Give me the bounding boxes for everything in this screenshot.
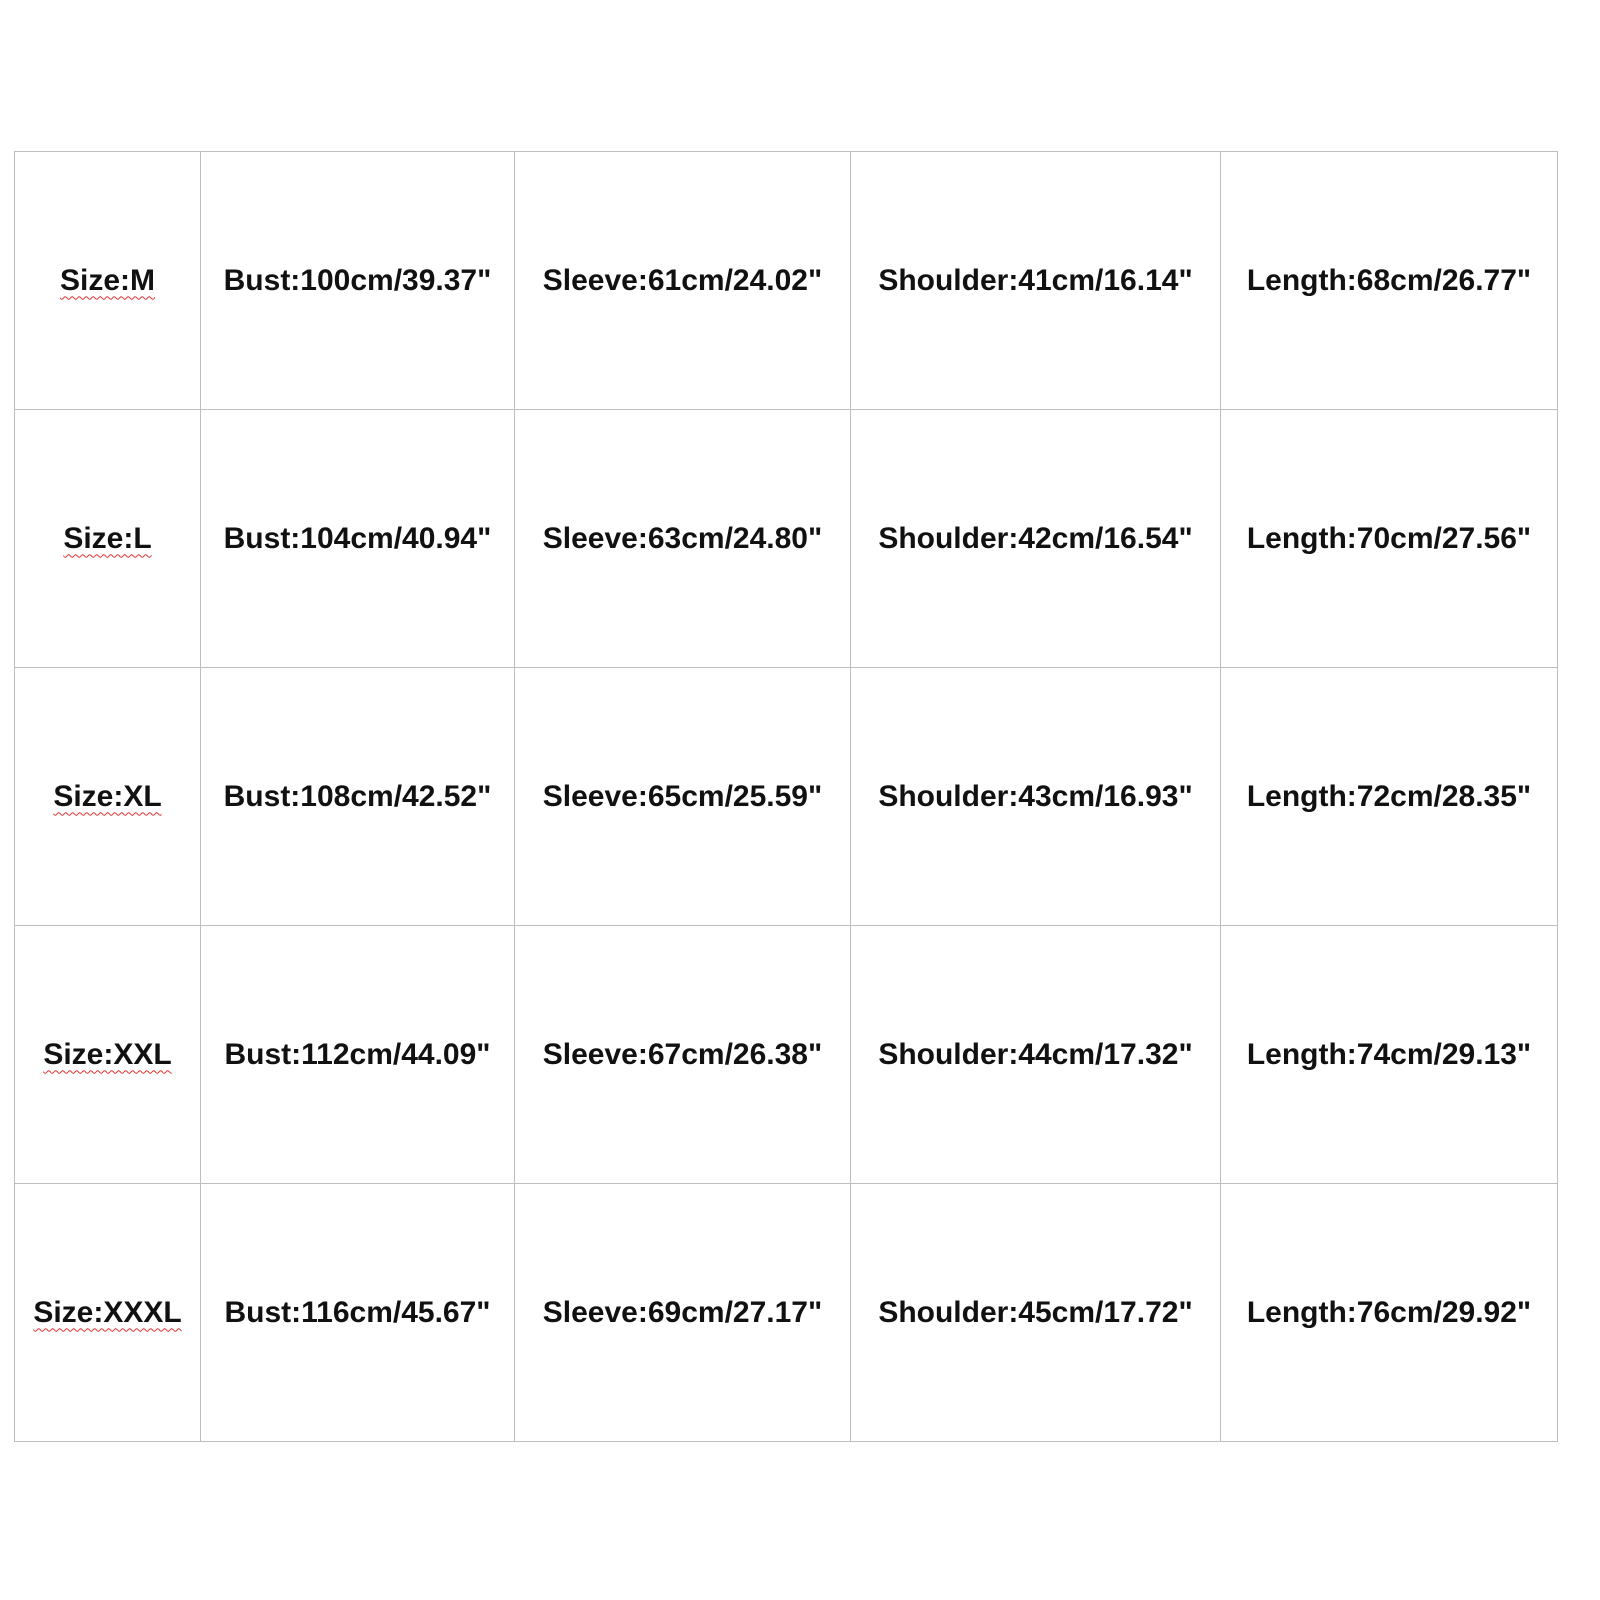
length-cell: Length:68cm/26.77" xyxy=(1221,152,1558,410)
bust-cell: Bust:100cm/39.37" xyxy=(201,152,515,410)
bust-cell: Bust:112cm/44.09" xyxy=(201,926,515,1184)
size-label: Size:M xyxy=(59,263,155,297)
size-cell xyxy=(15,668,201,926)
sleeve-cell: Sleeve:63cm/24.80" xyxy=(515,410,851,668)
size-cell xyxy=(15,152,201,410)
sleeve-cell: Sleeve:65cm/25.59" xyxy=(515,668,851,926)
size-label: Size:XL xyxy=(53,779,162,813)
shoulder-cell: Shoulder:45cm/17.72" xyxy=(851,1184,1221,1442)
sleeve-cell: Sleeve:61cm/24.02" xyxy=(515,152,851,410)
table-row xyxy=(15,926,1558,1184)
size-cell xyxy=(15,410,201,668)
bust-cell: Bust:104cm/40.94" xyxy=(201,410,515,668)
length-cell: Length:72cm/28.35" xyxy=(1221,668,1558,926)
shoulder-cell: Shoulder:42cm/16.54" xyxy=(851,410,1221,668)
table-row xyxy=(15,1184,1558,1442)
length-cell: Length:70cm/27.56" xyxy=(1221,410,1558,668)
shoulder-cell: Shoulder:43cm/16.93" xyxy=(851,668,1221,926)
table-row xyxy=(15,668,1558,926)
sleeve-cell: Sleeve:67cm/26.38" xyxy=(515,926,851,1184)
length-cell: Length:76cm/29.92" xyxy=(1221,1184,1558,1442)
table-row xyxy=(15,410,1558,668)
size-label: Size:XXL xyxy=(43,1037,172,1071)
shoulder-cell: Shoulder:41cm/16.14" xyxy=(851,152,1221,410)
length-cell: Length:74cm/29.13" xyxy=(1221,926,1558,1184)
size-chart-table xyxy=(14,151,1558,1442)
size-cell xyxy=(15,926,201,1184)
size-label: Size:XXXL xyxy=(33,1295,182,1329)
table-row xyxy=(15,152,1558,410)
bust-cell: Bust:108cm/42.52" xyxy=(201,668,515,926)
bust-cell: Bust:116cm/45.67" xyxy=(201,1184,515,1442)
size-cell xyxy=(15,1184,201,1442)
size-label: Size:L xyxy=(63,521,152,555)
sleeve-cell: Sleeve:69cm/27.17" xyxy=(515,1184,851,1442)
shoulder-cell: Shoulder:44cm/17.32" xyxy=(851,926,1221,1184)
